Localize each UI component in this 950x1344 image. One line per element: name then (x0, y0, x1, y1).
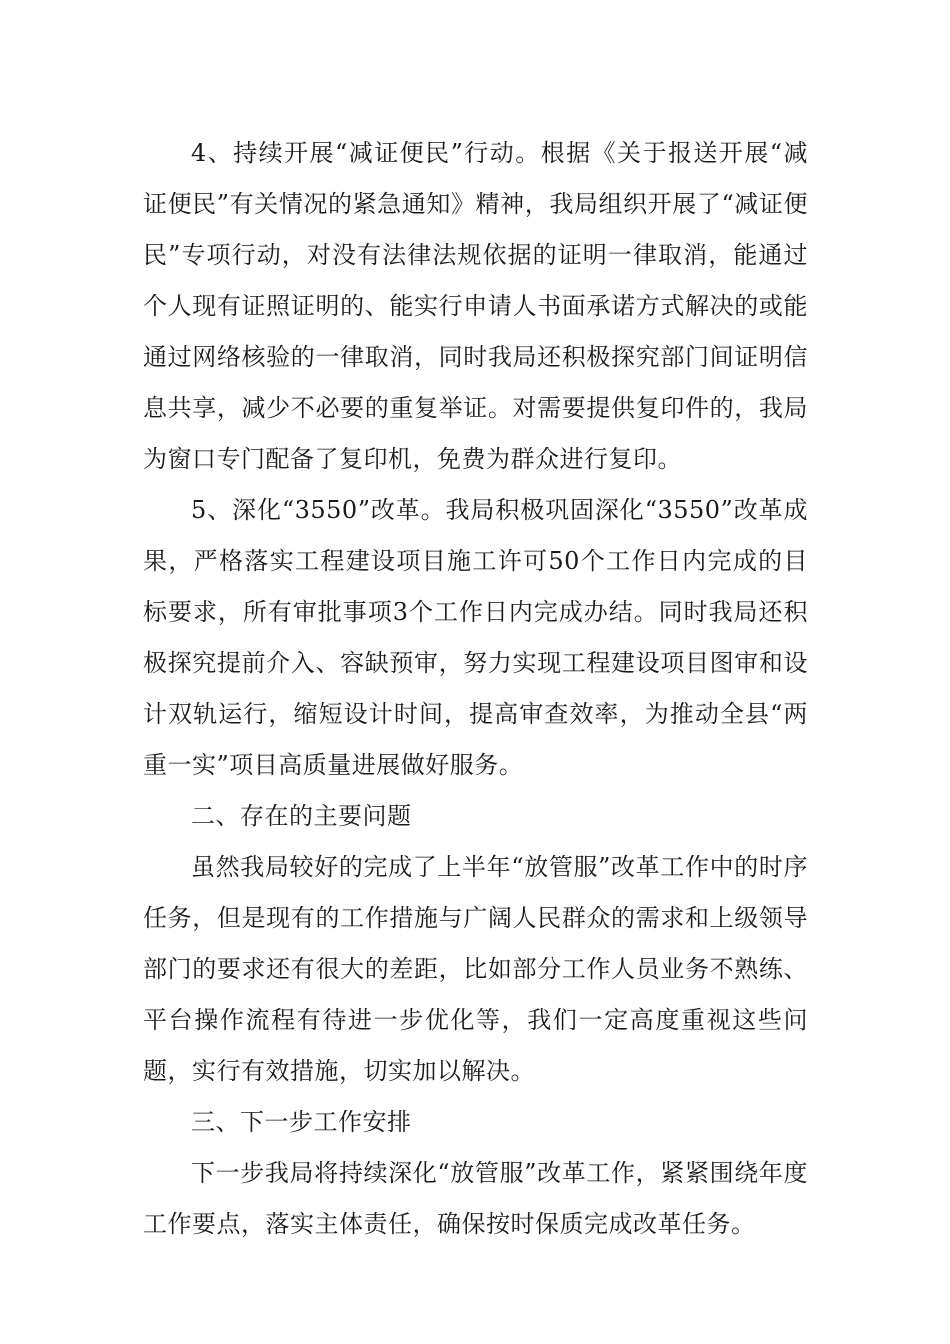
paragraph-problems: 虽然我局较好的完成了上半年“放管服”改革工作中的时序任务，但是现有的工作措施与广阔人民群众的需求和上级领导部门的要求还有很大的差距，比如部分工作人员业务不熟练、平台操作流程有待进一步优化等，我们一定高度重视这些问题，实行有效措施，切实加以解决。 (143, 853, 808, 1085)
document-body (143, 128, 808, 1250)
paragraph-next-steps: 下一步我局将持续深化“放管服”改革工作，紧紧围绕年度工作要点，落实主体责任，确保按时保质完成改革任务。 (143, 1159, 808, 1238)
section-heading-next-steps: 三、下一步工作安排 (191, 1108, 412, 1136)
paragraph-item-5: 5、深化“3550”改革。我局积极巩固深化“3550”改革成果，严格落实工程建设项目施工许可50个工作日内完成的目标要求，所有审批事项3个工作日内完成办结。同时我局还积极探究提前介入、容缺预审，努力实现工程建设项目图审和设计双轨运行，缩短设计时间，提高审查效率，为推动全县“两重一实”项目高质量进展做好服务。 (143, 496, 808, 779)
paragraph-item-4: 4、持续开展“减证便民”行动。根据《关于报送开展“减证便民”有关情况的紧急通知》精神，我局组织开展了“减证便民”专项行动，对没有法律法规依据的证明一律取消，能通过个人现有证照证明的、能实行申请人书面承诺方式解决的或能通过网络核验的一律取消，同时我局还积极探究部门间证明信息共享，减少不必要的重复举证。对需要提供复印件的，我局为窗口专门配备了复印机，免费为群众进行复印。 (143, 139, 808, 473)
section-heading-problems: 二、存在的主要问题 (191, 802, 412, 830)
